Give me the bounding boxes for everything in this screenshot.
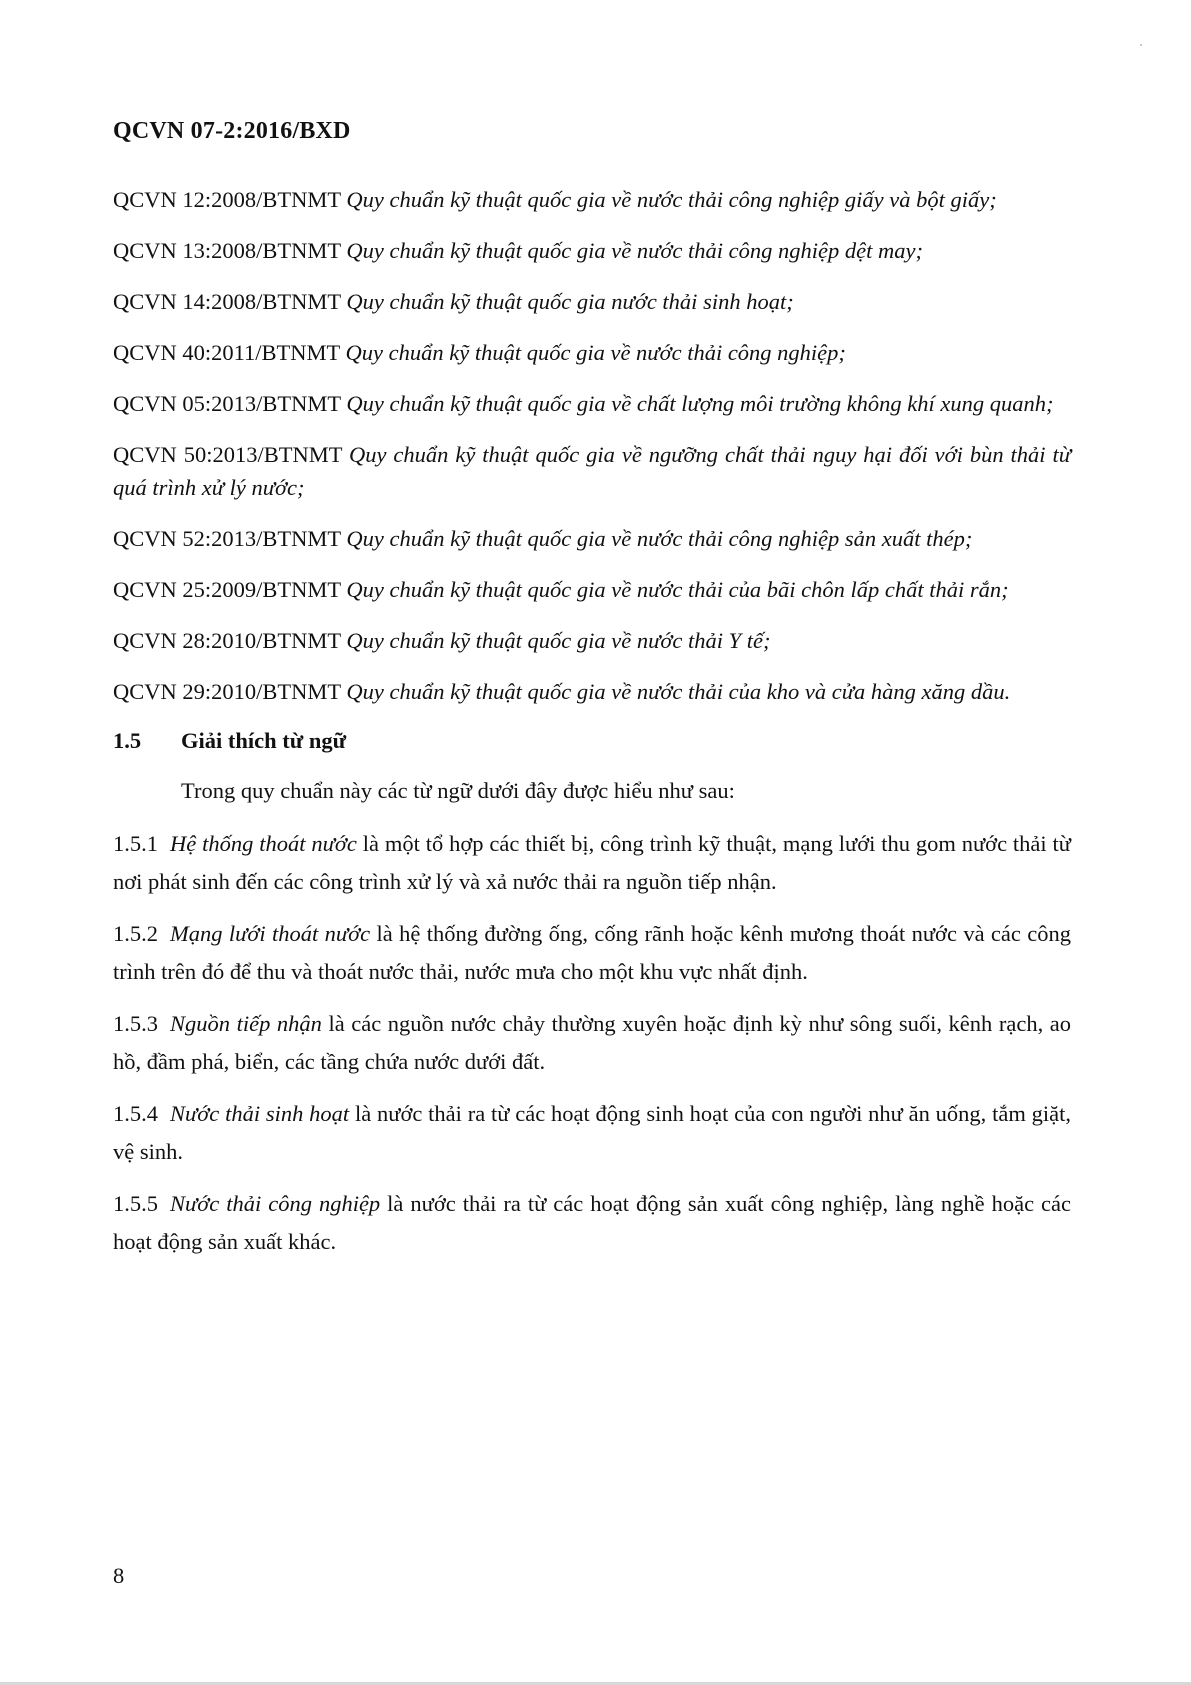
reference-title: Quy chuẩn kỹ thuật quốc gia về nước thải của bãi chôn lấp chất thải rắn;: [346, 577, 1009, 602]
reference-title: Quy chuẩn kỹ thuật quốc gia nước thải sinh hoạt;: [346, 289, 794, 314]
definition-text: là nước thải ra từ các hoạt động sinh hoạt của con người như ăn uống, tắm giặt, vệ sinh.: [113, 1101, 1071, 1164]
reference-item: [113, 285, 1071, 318]
reference-code: QCVN 28:2010/BTNMT: [113, 628, 341, 653]
scan-artifact-mark: [1140, 44, 1142, 46]
definition-text: là hệ thống đường ống, cống rãnh hoặc kênh mương thoát nước và các công trình trên đó để thu và thoát nước thải, nước mưa cho một khu vực nhất định.: [113, 921, 1071, 984]
reference-code: QCVN 05:2013/BTNMT: [113, 391, 341, 416]
reference-item: [113, 624, 1071, 657]
definition-text: là một tổ hợp các thiết bị, công trình kỹ thuật, mạng lưới thu gom nước thải từ nơi phát sinh đến các công trình xử lý và xả nước thải ra nguồn tiếp nhận.: [113, 831, 1071, 894]
reference-item: [113, 183, 1071, 216]
reference-code: QCVN 40:2011/BTNMT: [113, 340, 340, 365]
reference-item: [113, 522, 1071, 555]
section-heading: [113, 726, 1071, 756]
reference-title: Quy chuẩn kỹ thuật quốc gia về nước thải Y tế;: [346, 628, 771, 653]
definition-item: [113, 915, 1071, 991]
definition-number: 1.5.2: [113, 921, 158, 946]
section-title: Giải thích từ ngữ: [181, 728, 347, 753]
definition-number: 1.5.5: [113, 1191, 158, 1216]
definition-term: Hệ thống thoát nước: [170, 831, 357, 856]
definition-item: [113, 1095, 1071, 1171]
definition-term: Nguồn tiếp nhận: [170, 1011, 322, 1036]
reference-title: Quy chuẩn kỹ thuật quốc gia về nước thải công nghiệp;: [345, 340, 846, 365]
document-code-header: QCVN 07-2:2016/BXD: [113, 118, 351, 144]
definition-number: 1.5.1: [113, 831, 158, 856]
reference-title: Quy chuẩn kỹ thuật quốc gia về ngưỡng chất thải nguy hại đối với bùn thải từ quá trình xử lý nước;: [113, 442, 1071, 500]
definition-number: 1.5.3: [113, 1011, 158, 1036]
reference-title: Quy chuẩn kỹ thuật quốc gia về nước thải của kho và cửa hàng xăng dầu.: [346, 679, 1011, 704]
reference-title: Quy chuẩn kỹ thuật quốc gia về nước thải công nghiệp dệt may;: [346, 238, 923, 263]
reference-title: Quy chuẩn kỹ thuật quốc gia về chất lượng môi trường không khí xung quanh;: [346, 391, 1054, 416]
reference-title: Quy chuẩn kỹ thuật quốc gia về nước thải công nghiệp giấy và bột giấy;: [346, 187, 997, 212]
reference-code: QCVN 13:2008/BTNMT: [113, 238, 341, 263]
reference-code: QCVN 25:2009/BTNMT: [113, 577, 341, 602]
reference-item: [113, 336, 1071, 369]
definition-item: [113, 1005, 1071, 1081]
definition-term: Nước thải sinh hoạt: [170, 1101, 350, 1126]
page-number: 8: [113, 1563, 125, 1588]
reference-item: [113, 438, 1071, 504]
definition-item: [113, 1185, 1071, 1261]
reference-code: QCVN 52:2013/BTNMT: [113, 526, 341, 551]
reference-code: QCVN 50:2013/BTNMT: [113, 442, 343, 467]
section-number: 1.5: [113, 728, 142, 753]
reference-item: [113, 675, 1071, 708]
reference-item: [113, 387, 1071, 420]
reference-code: QCVN 29:2010/BTNMT: [113, 679, 341, 704]
definition-number: 1.5.4: [113, 1101, 158, 1126]
definition-text: là các nguồn nước chảy thường xuyên hoặc định kỳ như sông suối, kênh rạch, ao hồ, đầm phá, biển, các tầng chứa nước dưới đất.: [113, 1011, 1072, 1074]
reference-code: QCVN 14:2008/BTNMT: [113, 289, 341, 314]
section-intro: Trong quy chuẩn này các từ ngữ dưới đây được hiểu như sau:: [181, 778, 735, 803]
reference-item: [113, 234, 1071, 267]
page-content: [113, 183, 1071, 1275]
reference-code: QCVN 12:2008/BTNMT: [113, 187, 341, 212]
definition-text: là nước thải ra từ các hoạt động sản xuất công nghiệp, làng nghề hoặc các hoạt động sản xuất khác.: [113, 1191, 1071, 1254]
definition-term: Nước thải công nghiệp: [170, 1191, 381, 1216]
reference-title: Quy chuẩn kỹ thuật quốc gia về nước thải công nghiệp sản xuất thép;: [346, 526, 973, 551]
reference-item: [113, 573, 1071, 606]
definition-item: [113, 825, 1071, 901]
definition-term: Mạng lưới thoát nước: [170, 921, 371, 946]
